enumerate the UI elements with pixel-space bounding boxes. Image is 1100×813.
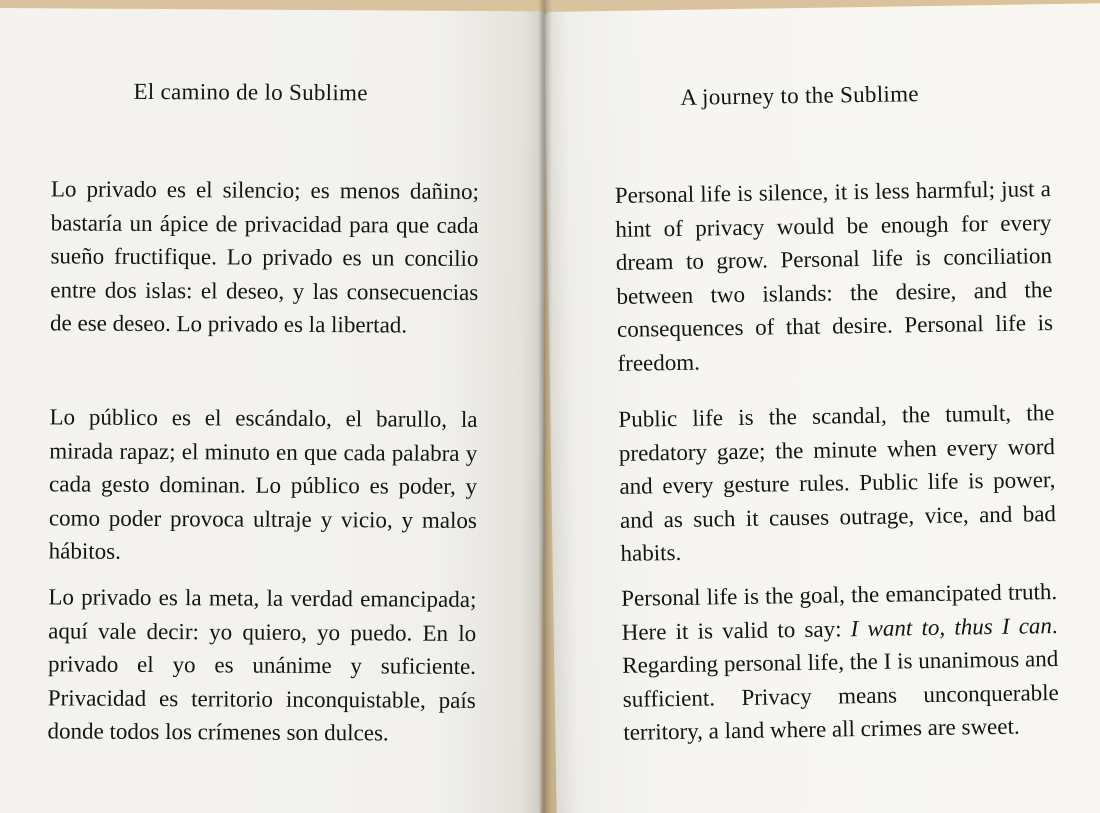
right-page-title: A journey to the Sublime bbox=[680, 81, 919, 110]
left-paragraph-2: Lo público es el escándalo, el barullo, la mirada rapaz; el minuto en que cada palabra y cada gesto dominan. Lo público es poder, y como poder provoca ultraje y vicio, y malos hábitos. bbox=[48, 404, 478, 564]
left-paragraph-1: Lo privado es el silencio; es menos dañino; bastaría un ápice de privacidad para que cada sueño fructifique. Lo privado es un concilio entre dos islas: el deseo, y las consecuencias de ese deseo. Lo privado es la libertad. bbox=[50, 176, 479, 338]
right-paragraph-3-end: . Regarding personal life, the I is unanimous and sufficient. Privacy means unconquerable territory, a land where all crimes are sweet. bbox=[622, 612, 1059, 745]
right-paragraph-1: Personal life is silence, it is less harmful; just a hint of privacy would be enough for every dream to grow. Personal life is conciliation between two islands: the desire, and the consequences of that desire. Personal life is freedom. bbox=[614, 176, 1054, 376]
left-page-title: El camino de lo Sublime bbox=[133, 78, 368, 106]
left-paragraph-3: Lo privado es la meta, la verdad emancipada; aquí vale decir: yo quiero, yo puedo. En lo privado el yo es unánime y suficiente. Privacidad es territorio inconquistable, país donde todos los crímenes son dulces. bbox=[47, 584, 477, 746]
book-gutter bbox=[538, 0, 552, 813]
left-page bbox=[0, 8, 546, 813]
right-paragraph-3-italic: I want to, thus I can bbox=[850, 612, 1053, 641]
right-paragraph-2: Public life is the scandal, the tumult, the predatory gaze; the minute when every word and every gesture rules. Public life is power, and as such it causes outrage, vice, and bad habits. bbox=[618, 400, 1057, 566]
right-paragraph-3-start: Personal life is the goal, the emancipated truth. Here it is valid to say: bbox=[621, 579, 1058, 645]
right-paragraph-3 bbox=[621, 575, 1060, 749]
right-page bbox=[544, 3, 1100, 813]
